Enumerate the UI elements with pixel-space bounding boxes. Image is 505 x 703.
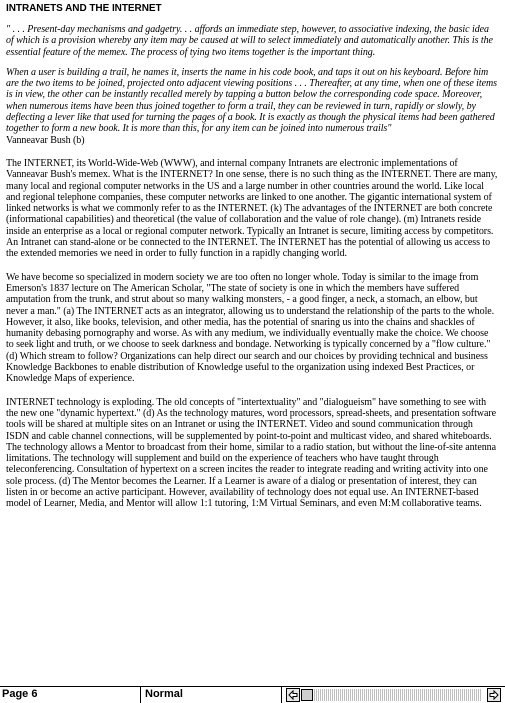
paragraph-style-selector[interactable]: Normal: [141, 687, 282, 703]
scrollbar-track[interactable]: [302, 689, 482, 701]
status-bar: [0, 686, 505, 703]
document-body[interactable]: [6, 0, 498, 685]
body-paragraph: INTERNET technology is exploding. The old concepts of "intertextuality" and "dialogueism" have something to see with the new one "dynamic hypertext." (d) As the technology matures, word processors, spread-sheets, and presentation software tools will be shared at multiple sites on an Intranet or using the INTERNET. Video and sound communication through ISDN and cable channel connections, will be supplemented by point-to-point and multicast video, and shared whiteboards. The technology allows a Mentor to broadcast from their home, similar to a radio station, but without the line-of-site antenna limitations. The technology will supplement and build on the experience of teachers who have taught through teleconferencing. Consultation of hypertext on a screen incites the reader to integrate reading and writing activity into one sole process. (d) The Mentor becomes the Learner. If a Learner is aware of a dialog or presentation of interest, they can listen in or become an active participant. However, availability of technology does not equal use. An INTERNET-based model of Learner, Media, and Mentor will allow 1:1 tutoring, 1:M Virtual Seminars, and even M:M collaborative teams.: [6, 396, 497, 510]
arrow-left-icon: [287, 689, 299, 701]
quote-paragraph: " . . . Present-day mechanisms and gadgetry. . . affords an immediate step, however, to associative indexing, the basic idea of which is a provision whereby any item may be caused at will to select immediately and automatically another. This is the essential feature of the memex. The process of tying two items together is the important thing.: [6, 24, 493, 58]
quote-attribution: Vanneavar Bush (b): [6, 134, 85, 146]
scrollbar-thumb[interactable]: [301, 689, 313, 701]
scroll-right-button[interactable]: [487, 688, 501, 702]
scroll-left-button[interactable]: [286, 688, 300, 702]
horizontal-scrollbar[interactable]: [282, 687, 505, 703]
body-paragraph: The INTERNET, its World-Wide-Web (WWW), and internal company Intranets are electronic implementations of Vanneavar Bush's memex. What is the INTERNET? In one sense, there is no such thing as the INTERNET. There are many, many local and regional computer networks in the US and a large number in other countries around the world. Like local and regional telephone companies, these computer networks are linked to one another. The gigantic international system of linked networks is what we commonly refer to as the INTERNET. (k) The advantages of the INTERNET are both concrete (informational capabilities) and theoretical (the value of collaboration and the value of role change). (m) Intranets reside inside an enterprise as a local or regional computer network. Typically an Intranet is secure, limiting access by competitors. An Intranet can stand-alone or be connected to the INTERNET. The INTERNET has the potential of allowing us access to the extended memories we need in order to fully function in a rapidly changing world.: [6, 157, 498, 260]
page-title: INTRANETS AND THE INTERNET: [6, 3, 162, 14]
arrow-right-icon: [488, 689, 500, 701]
page-number-indicator: Page 6: [0, 687, 141, 703]
quote-paragraph: When a user is building a trail, he names it, inserts the name in his code book, and taps it out on his keyboard. Before him are the two items to be joined, projected onto adjacent viewing positions . . . Thereafter, at any time, when one of these items is in view, the other can be instantly recalled merely by tapping a button below the corresponding code space. Moreover, when numerous items have been thus joined together to form a trail, they can be reviewed in turn, rapidly or slowly, by deflecting a lever like that used for turning the pages of a book. It is exactly as though the physical items had been gathered together to form a new book. It is more than this, for any item can be joined into numerous trails": [6, 66, 498, 135]
body-paragraph: We have become so specialized in modern society we are too often no longer whole. Today is similar to the image from Emerson's 1837 lecture on The American Scholar, "The state of society is one in which the members have suffered amputation from the trunk, and strut about so many walking monsters, - a good finger, a neck, a stomach, an elbow, but never a man." (a) The INTERNET acts as an integrator, allowing us to understand the relationship of the parts to the whole. However, it also, like books, television, and other media, has the potential of snaring us into the chains and shackles of humanity debasing pornography and worse. As with any medium, we individually eventually make the choice. We choose to seek light and truth, or we choose to seek darkness and bondage. Networking is typically concerned by a "flow culture." (d) Which stream to follow? Organizations can help direct our search and our choices by providing technical and business Knowledge Backbones to enable distribution of Knowledge useful to the organization using indexed Best Practices, or Knowledge Maps of experience.: [6, 271, 495, 385]
